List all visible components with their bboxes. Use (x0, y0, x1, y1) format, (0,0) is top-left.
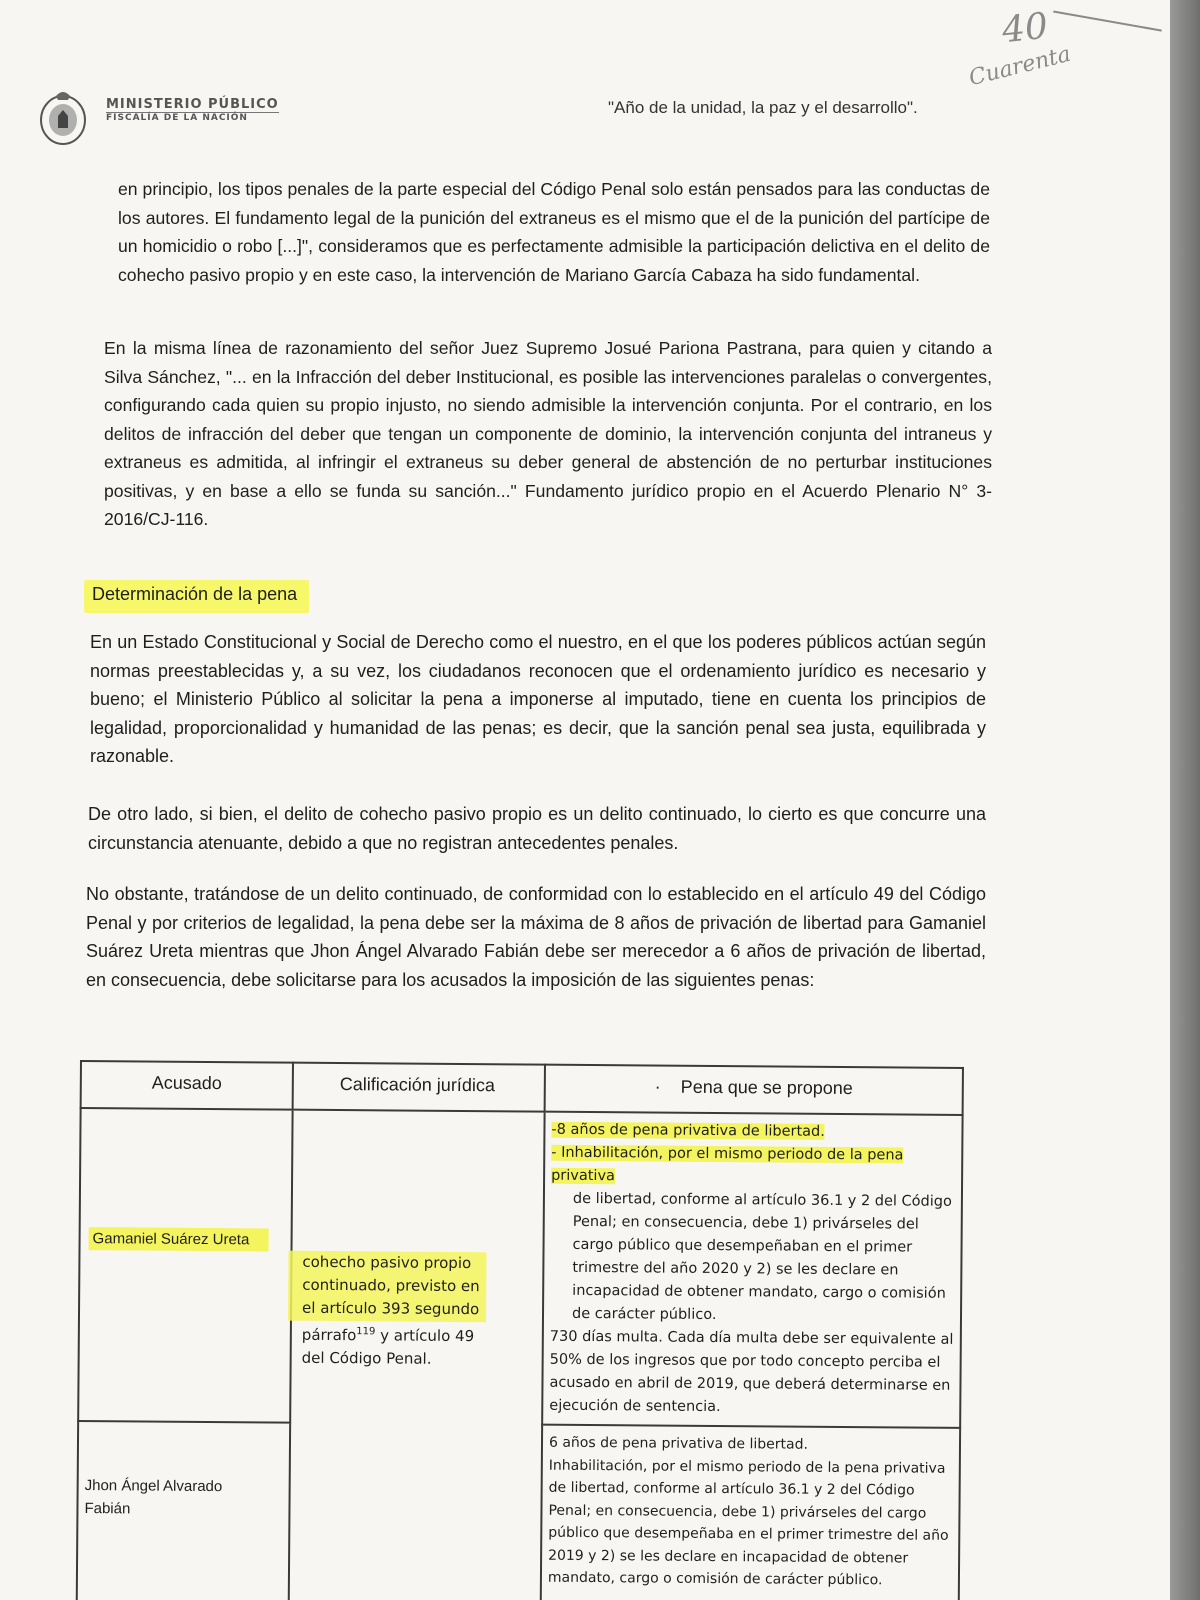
header-pena-label: Pena que se propone (680, 1076, 853, 1099)
pena-1-item-3: 730 días multa. Cada día multa debe ser equivalente al 50% de los ingresos que por todo concepto perciba el acusado en abril de 2019, que deberá determinarse en ejecución de sentencia. (549, 1328, 954, 1416)
pena-cell-2 (541, 1425, 961, 1600)
year-motto: "Año de la unidad, la paz y el desarrollo". (608, 98, 918, 117)
section-heading: Determinación de la pena (84, 580, 309, 613)
accused-cell-1 (78, 1108, 292, 1423)
penalties-table (76, 1060, 964, 1600)
handwritten-page-word: Cuarenta (966, 41, 1074, 92)
calificacion-text (302, 1251, 483, 1371)
pena-1-block (543, 1113, 961, 1427)
handwritten-stroke (1052, 11, 1162, 38)
header-pena (545, 1065, 963, 1115)
calificacion-end: y artículo 49 del Código Penal. (301, 1326, 475, 1368)
table-row (78, 1108, 962, 1428)
pena-cell-1 (542, 1112, 962, 1428)
table-header-row (81, 1061, 963, 1115)
handwritten-page-number: 40 (999, 5, 1050, 52)
header-acusado: Acusado (81, 1061, 293, 1110)
footnote-marker: 119 (356, 1326, 376, 1338)
header-dot: · (654, 1076, 661, 1097)
pena-2-item-1: 6 años de pena privativa de libertad. (548, 1434, 809, 1453)
paragraph-3: En un Estado Constitucional y Social de Derecho como el nuestro, en el que los poderes públicos actúan según normas preestablecidas y, a su vez, los ciudadanos reconocen que el ordenamiento jurídico es necesario y bueno; el Ministerio Público al solicitar la pena a imponerse al imputado, tiene en cuenta los principios de legalidad, proporcionalidad y humanidad de las penas; es decir, que la sanción penal sea justa, equilibrada y razonable. (90, 632, 986, 766)
pena-2-item-2: Inhabilitación, por el mismo periodo de la pena privativa de libertad, conforme al artículo 36.1 y 2 del Código Penal; en consecuencia, debe 1) privárseles del cargo público que desempeñaba en el primer trimestre del año 2019 y 2) se les declare en incapacidad de obtener mandato, cargo o comisión de carácter público. (547, 1457, 949, 1589)
accused-name-1: Gamaniel Suárez Ureta (89, 1227, 269, 1251)
paragraph-1: en principio, los tipos penales de la parte especial del Código Penal solo están pensados para las conductas de los autores. El fundamento legal de la punición del extraneus es el mismo que el de la punición del partícipe de un homicidio o robo [...]", consideramos que es perfectamente admisible la participación delictiva en el delito de cohecho pasivo propio y en este caso, la intervención de Mariano García Cabaza ha sido fundamental. (118, 179, 990, 285)
pena-1-item-2-rest: de libertad, conforme al artículo 36.1 y 2 del Código Penal; en consecuencia, debe 1) privárseles del cargo público que desempeñaban en el primer trimestre del año 2020 y 2) se les declare en incapacidad de obtener mandato, cargo o comisión de carácter público. (571, 1190, 952, 1324)
calificacion-cell (289, 1110, 545, 1600)
ministry-seal-icon (38, 88, 88, 146)
paragraph-5: No obstante, tratándose de un delito continuado, de conformidad con lo establecido en el artículo 49 del Código Penal y por criterios de legalidad, la pena debe ser la máxima de 8 años de privación de libertad para Gamaniel Suárez Ureta mientras que Jhon Ángel Alvarado Fabián debe ser merecedor a 6 años de privación de libertad, en consecuencia, debe solicitarse para los acusados la imposición de las siguientes penas: (86, 884, 986, 990)
pena-2-block (542, 1426, 959, 1595)
org-line-1: MINISTERIO PÚBLICO (106, 97, 279, 112)
organization-name (106, 98, 279, 123)
calificacion-rest: artículo 393 segundo párrafo (301, 1298, 480, 1345)
calificacion-highlighted: cohecho pasivo propio continuado, previsto en el (301, 1252, 480, 1317)
header-calificacion: Calificación jurídica (293, 1063, 545, 1112)
page-edge-shadow (1170, 0, 1200, 1600)
pena-1-item-1: -8 años de pena privativa de libertad. (551, 1121, 825, 1140)
accused-cell-2 (77, 1421, 291, 1600)
pena-1-item-2-highlighted: - Inhabilitación, por el mismo periodo de la pena privativa (551, 1144, 904, 1185)
accused-name-2: Jhon Ángel Alvarado Fabián (84, 1477, 223, 1518)
paragraph-2: En la misma línea de razonamiento del señor Juez Supremo Josué Pariona Pastrana, para quien y citando a Silva Sánchez, "... en la Infracción del deber Institucional, es posible las intervenciones paralelas o convergentes, configurando cada quien su propio injusto, no siendo admisible la intervención conjunta. Por el contrario, en los delitos de infracción del deber que tengan un componente de dominio, la intervención conjunta del intraneus y extraneus es admitida, al infringir el extraneus su deber general de abstención de no perturbar instituciones positivas, y en base a ello se funda su sanción..." Fundamento jurídico propio en el Acuerdo Plenario N° 3-2016/CJ-116. (104, 338, 992, 529)
paragraph-4: De otro lado, si bien, el delito de cohecho pasivo propio es un delito continuado, lo cierto es que concurre una circunstancia atenuante, debido a que no registran antecedentes penales. (88, 804, 986, 853)
org-line-2: FISCALÍA DE LA NACIÓN (106, 113, 248, 123)
